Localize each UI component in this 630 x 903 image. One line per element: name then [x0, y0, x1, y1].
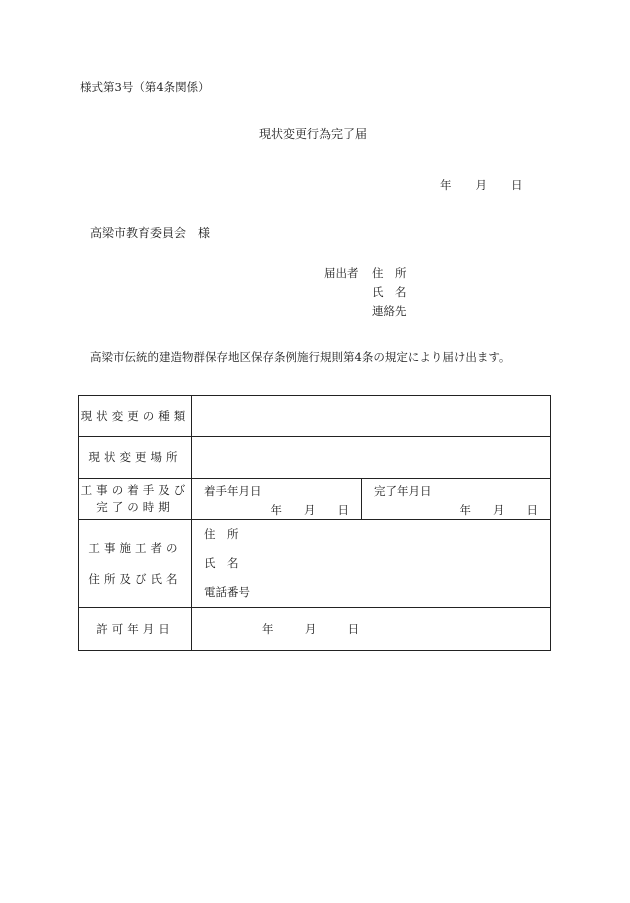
- start-date-ymd: [192, 499, 361, 518]
- applicant-address-label: 住 所: [372, 266, 407, 280]
- submission-date: [440, 180, 523, 192]
- permit-month: 月: [304, 622, 317, 636]
- contractor-label-line1: 工事施工者の: [88, 540, 182, 555]
- end-day: 日: [526, 503, 538, 517]
- date-month: 月: [475, 178, 487, 192]
- permit-year: 年: [262, 622, 274, 636]
- permit-day: 日: [347, 622, 360, 636]
- document-title: 現状変更行為完了届: [259, 127, 368, 141]
- addressee: 高梁市教育委員会 様: [90, 226, 211, 240]
- contractor-label: [79, 520, 192, 608]
- table-row: [79, 520, 551, 608]
- period-label-line2: 完了の時期: [96, 500, 174, 514]
- end-month: 月: [493, 503, 505, 517]
- table-row: [79, 396, 551, 437]
- contractor-label-line2: 住所及び氏名: [88, 571, 182, 586]
- statement-text: 高梁市伝統的建造物群保存地区保存条例施行規則第4条の規定により届け出ます。: [90, 350, 511, 364]
- date-year: 年: [440, 178, 452, 192]
- date-day: 日: [511, 178, 523, 192]
- applicant-block: [324, 268, 407, 325]
- start-month: 月: [304, 503, 316, 517]
- form-number: 様式第3号（第4条関係）: [80, 80, 210, 94]
- completion-form-table: [78, 395, 551, 651]
- start-day: 日: [337, 503, 349, 517]
- start-year: 年: [270, 503, 282, 517]
- contractor-name-label: 氏 名: [204, 556, 239, 570]
- table-row: [79, 479, 551, 520]
- contractor-field[interactable]: [192, 520, 551, 608]
- place-value-field[interactable]: [192, 437, 551, 479]
- end-date-ymd: [362, 499, 550, 518]
- start-date-field[interactable]: [192, 479, 362, 520]
- permit-date-ymd: [192, 621, 550, 637]
- permit-date-label: 許可年月日: [79, 608, 192, 651]
- period-label: [79, 479, 192, 520]
- period-label-line1: 工事の着手及び: [80, 483, 190, 498]
- applicant-contact-label: 連絡先: [372, 304, 407, 318]
- end-date-label: 完了年月日: [374, 484, 432, 498]
- end-date-field[interactable]: [362, 479, 551, 520]
- table-row: [79, 437, 551, 479]
- place-label: 現状変更場所: [79, 437, 192, 479]
- contractor-address-label: 住 所: [204, 527, 239, 541]
- end-year: 年: [459, 503, 471, 517]
- permit-date-field[interactable]: [192, 608, 551, 651]
- start-date-label: 着手年月日: [204, 484, 262, 498]
- type-label: 現状変更の種類: [79, 396, 192, 437]
- type-value-field[interactable]: [192, 396, 551, 437]
- contractor-phone-label: 電話番号: [204, 585, 250, 599]
- applicant-name-label: 氏 名: [372, 285, 407, 299]
- table-row: [79, 608, 551, 651]
- applicant-role: 届出者: [324, 266, 359, 280]
